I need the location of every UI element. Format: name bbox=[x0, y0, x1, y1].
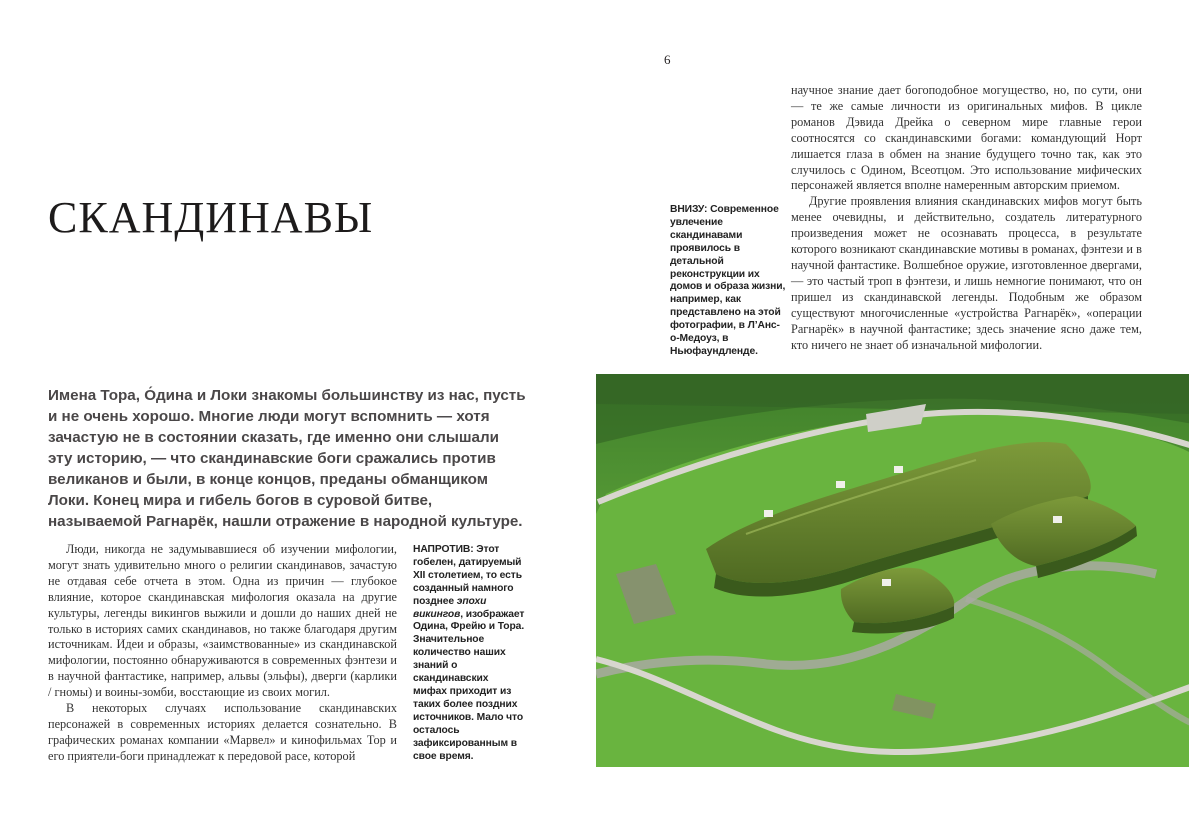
right-body-column bbox=[791, 83, 1142, 353]
left-body-column bbox=[48, 542, 397, 765]
caption-text: , изображает Одина, Фрейю и Тора. Значительное количество наших знаний о скандинавских мифах приходит из таких более поздних источников. Мало что осталось зафиксированным в свое время. bbox=[413, 608, 525, 762]
caption-label: ВНИЗУ: bbox=[670, 204, 708, 215]
photo-reconstructed-viking-longhouses bbox=[596, 374, 1189, 767]
caption-italic: эпохи викингов bbox=[413, 595, 487, 620]
caption-label: НАПРОТИВ: bbox=[413, 544, 474, 555]
caption-bottom bbox=[670, 204, 788, 359]
caption-text: Этот гобелен, датируемый XII столетием, то есть созданный намного позднее bbox=[413, 544, 522, 607]
caption-text: Современное увлечение скандинавами проявилось в детальной реконструкции их домов и образа жизни, например, как представлено на этой фотографии, в Л’Анс-о-Медоуз, в Ньюфаундленде. bbox=[670, 204, 786, 357]
body-paragraph: Другие проявления влияния скандинавских мифов могут быть менее очевидны, и действительно, создатель литературного произведения может не осознавать процесса, в результате которого возникают скандинавские мотивы в романах, фэнтези и в научной фантастике. Волшебное оружие, изготовленное двергами, — это частый троп в фэнтези, и лишь немногие понимают, что он пришел из скандинавской легенды. Подобным же образом существуют многочисленные «устройства Рагнарёк», «операции Рагнарёк» в научной фантастике; здесь значение ясно даже тем, кто ничего не знает об изначальной мифологии. bbox=[791, 194, 1142, 352]
lead-paragraph: Имена Тора, О́дина и Локи знакомы большинству из нас, пусть и не очень хорошо. Многие люди могут вспомнить — хотя зачастую не в состоянии сказать, где именно они слышали эту историю, — что скандинавские боги сражались против великанов и были, в конце концов, преданы обманщиком Локи. Конец мира и гибель богов в суровой битве, называемой Рагнарёк, нашли отражение в народной культуре. bbox=[48, 387, 526, 530]
photo-illustration bbox=[596, 374, 1189, 767]
caption-opposite bbox=[413, 544, 525, 763]
body-paragraph: научное знание дает богоподобное могущество, но, по сути, они — те же самые личности из оригинальных мифов. В цикле романов Дэвида Дрейка о северном мире главные герои соотносятся со скандинавскими богами: командующий Норт лишается глаза в обмен на знание будущего точно так, как это случилось с Одином, Всеотцом. Это использование мифических персонажей является вполне намеренным авторским приемом. bbox=[791, 83, 1142, 193]
page-title: СКАНДИНАВЫ bbox=[48, 193, 374, 242]
body-paragraph: Люди, никогда не задумывавшиеся об изучении мифологии, могут знать удивительно много о религии скандинавов, зачастую не отдавая себе отчета в этом. Одна из причин — глубокое влияние, которое скандинавская мифология оказала на другие культуры, легенды викингов выжили и дошли до наших дней не только в историях самих скандинавов, но также благодаря другим источникам. Идеи и образы, «заимствованные» из скандинавской мифологии, постоянно обнаруживаются в современных фэнтези и в научной фантастике, например, альвы (эльфы), дверги (карлики / гномы) и воины-зомби, восстающие из своих могил. bbox=[48, 542, 397, 700]
page-number: 6 bbox=[664, 52, 671, 67]
body-paragraph: В некоторых случаях использование скандинавских персонажей в современных историях делается сознательно. В графических романах компании «Марвел» и кинофильмах Тор и его приятели-боги принадлежат к передовой расе, которой bbox=[48, 701, 397, 763]
